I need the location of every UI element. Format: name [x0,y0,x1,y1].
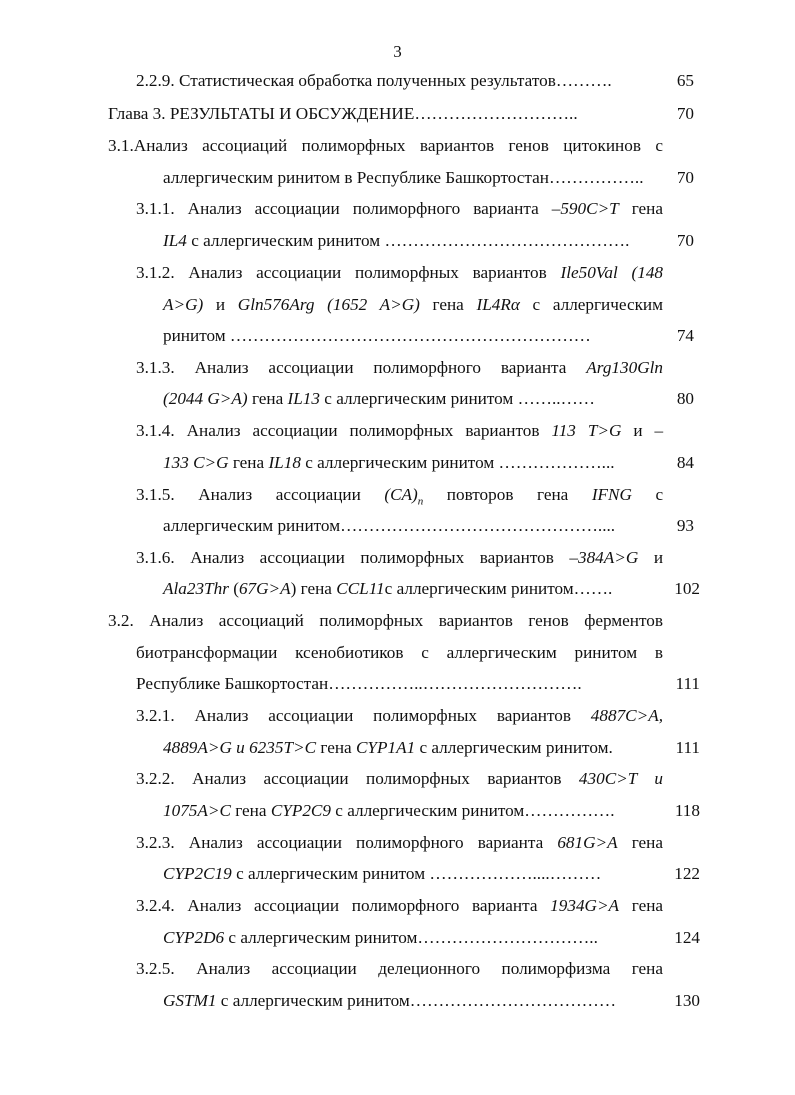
gene: IFNG [591,485,632,504]
entry-title-cont: гена [232,453,265,472]
entry-page: 70 [676,168,694,187]
repeat: (CA) [384,485,418,504]
entry-title-cont: гена [251,389,284,408]
entry-number: 3.2.5. [136,959,175,978]
entry-title [384,485,424,508]
gene: CCL11 [336,579,385,598]
entry-title: с [655,485,664,504]
toc-entry-3-1-2-line1[interactable] [136,262,663,284]
variant: A>G) [163,295,204,314]
leader-dots: ……………………………………………………… [229,326,591,345]
entry-title: Анализ ассоциации полиморфных вариантов [190,548,554,567]
variant: (2044 G>A) [163,389,248,408]
toc-entry-3-1-1-line2 [163,230,629,252]
toc-entry-2-2-9[interactable] [136,70,612,92]
entry-title: гена [537,485,569,504]
leader-dots: ……………………….. [414,104,578,123]
entry-title-cont: и [215,295,226,314]
toc-entry-3-1-line1[interactable] [108,135,663,157]
gene: IL18 [268,453,301,472]
toc-entry-3-2-3-line2 [163,863,601,885]
toc-entry-3-2-line1[interactable] [108,610,663,632]
variant: –590C>T [551,199,619,218]
entry-number: 3.1.3. [136,358,175,377]
variant: –384A>G [569,548,639,567]
entry-title-cont: аллергическим ринитом в Республике Башкортостан [163,168,549,187]
page-number: 3 [393,42,402,61]
toc-entry-3-1-3-line2 [163,388,595,410]
entry-title-cont: с аллергическим ринитом [220,991,410,1010]
leader-dots: ……………. [524,801,615,820]
entry-title: гена [631,199,664,218]
variant: 430C>T и [578,769,664,788]
toc-entry-3-2-1-line2 [163,737,613,759]
variant: Ile50Val (148 [560,263,664,282]
entry-number: 3.1. [108,136,134,155]
entry-number: 3.1.4. [136,421,175,440]
entry-title: Анализ ассоциации полиморфного варианта [188,833,544,852]
gene: CYP2C9 [270,801,331,820]
entry-page: 74 [676,326,694,345]
variant: 67G>A [238,579,291,598]
entry-number: 2.2.9. [136,71,175,90]
subscript: n [417,495,424,508]
entry-number: 3.2.3. [136,833,175,852]
gene: IL4Rα [476,295,520,314]
toc-entry-3-2-line3 [136,673,582,695]
entry-title-cont: гена [320,738,352,757]
entry-title-cont: ( [233,579,239,598]
entry-page: 70 [676,231,694,250]
entry-number: 3.1.1. [136,199,175,218]
variant: 4889A>G и 6235T>C [163,738,317,757]
entry-title: Анализ ассоциации полиморфного варианта [187,199,539,218]
entry-title: Анализ ассоциаций полиморфных вариантов генов цитокинов с [133,136,663,155]
entry-page: 70 [676,104,694,123]
entry-title: Анализ ассоциации полиморфных вариантов [192,769,562,788]
leader-dots: ……………………………… [409,991,617,1010]
leader-dots: ………………………….. [417,928,598,947]
entry-page: 65 [676,71,694,90]
variant: 4887C>A, [590,706,664,725]
toc-entry-3-1-5-line1[interactable] [136,484,663,512]
entry-page: 84 [676,453,694,472]
entry-title: Анализ ассоциации делеционного полиморфизма гена [196,959,664,978]
toc-entry-3-1-6-line2 [163,578,612,600]
entry-page: 111 [675,674,700,693]
leader-dots: ……………..………………………. [328,674,582,693]
toc-entry-3-2-2-line2 [163,800,615,822]
entry-title-cont: с аллергическим ринитом [324,389,514,408]
toc-entry-3-2-1-line1[interactable] [136,705,663,727]
toc-entry-3-1-line2 [163,167,644,189]
toc-entry-3-2-2-line1[interactable] [136,768,663,790]
entry-title-cont: с аллергическим ринитом [335,801,525,820]
leader-dots: …………….. [548,168,644,187]
entry-title-cont: биотрансформации ксенобиотиков с аллергическим ринитом в [136,643,663,662]
toc-entry-3-1-4-line2 [163,452,615,474]
entry-page: 102 [674,579,700,598]
entry-number: 3.2.4. [136,896,175,915]
leader-dots: ……………………………………. [384,231,630,250]
entry-title: Анализ ассоциации полиморфных вариантов [186,421,540,440]
entry-title-cont: гена [235,801,267,820]
leader-dots: ……. [573,579,613,598]
entry-number: 3.2.2. [136,769,175,788]
entry-page: 118 [674,801,700,820]
entry-number: 3.1.5. [136,485,175,504]
entry-number: 3.1.6. [136,548,175,567]
gene: IL13 [287,389,320,408]
gene: CYP1A1 [355,738,416,757]
entry-title: повторов [446,485,514,504]
leader-dots: ………. [555,71,612,90]
entry-title-cont: с аллергическим ринитом [236,864,426,883]
toc-entry-3-2-line2 [136,642,663,664]
leader-dots: ………………... [498,453,615,472]
gene: IL4 [163,231,187,250]
toc-entry-3-1-6-line1[interactable] [136,547,663,569]
entry-title-cont: с аллергическим ринитом [191,231,381,250]
entry-title: Анализ ассоциации полиморфного варианта [194,358,567,377]
entry-page: 111 [675,738,700,757]
variant: 1934G>A [550,896,620,915]
gene: CYP2D6 [163,928,225,947]
entry-title-cont: ринитом [163,326,226,345]
entry-title: Анализ ассоциации полиморфных вариантов [194,706,571,725]
variant: Gln576Arg (1652 A>G) [237,295,420,314]
variant: 1075A>C [163,801,231,820]
toc-entry-3-1-5-line2 [163,515,615,537]
entry-number: 3.2.1. [136,706,175,725]
entry-title: Анализ ассоциации полиморфных вариантов [188,263,547,282]
toc-entry-chapter-3[interactable] [108,103,578,125]
entry-title-cont: с аллергическим ринитом [384,579,574,598]
toc-entry-3-1-1-line1[interactable] [136,198,663,220]
entry-title: РЕЗУЛЬТАТЫ И ОБСУЖДЕНИЕ [169,104,415,123]
toc-entry-3-2-5-line2 [163,990,616,1012]
entry-page: 80 [676,389,694,408]
entry-title-cont: с аллергическим ринитом [305,453,495,472]
entry-number: 3.2. [108,611,134,630]
entry-title: Анализ [198,485,253,504]
entry-title: Анализ ассоциации полиморфного варианта [187,896,538,915]
toc-entry-3-2-4-line1[interactable] [136,895,663,917]
entry-title: Статистическая обработка полученных результатов [178,71,556,90]
entry-title-cont: ) гена [290,579,332,598]
entry-page: 93 [676,516,694,535]
toc-entry-3-1-2-line3 [163,325,591,347]
toc-entry-3-1-4-line1[interactable] [136,420,663,442]
entry-page: 130 [674,991,700,1010]
variant: 113 T>G [551,421,622,440]
entry-title: и – [633,421,664,440]
entry-title: и [653,548,664,567]
entry-page: 124 [674,928,700,947]
toc-entry-3-1-2-line2 [163,294,663,316]
toc-entry-3-2-5-line1[interactable] [136,958,663,980]
entry-title-cont: гена [432,295,464,314]
variant: 681G>A [557,833,618,852]
entry-title-cont: Республике Башкортостан [136,674,329,693]
entry-title: Анализ ассоциаций полиморфных вариантов генов ферментов [149,611,663,630]
toc-entry-3-2-3-line1[interactable] [136,832,663,854]
leader-dots: ……………………………………….... [340,516,616,535]
entry-title-cont: с аллергическим ринитом. [419,738,613,757]
entry-title-cont: аллергическим ринитом [163,516,341,535]
toc-entry-3-2-4-line2 [163,927,598,949]
variant: 133 C>G [163,453,229,472]
entry-title: гена [631,896,664,915]
entry-title: ассоциации [275,485,361,504]
gene: GSTM1 [163,991,217,1010]
entry-title-cont: с аллергическим [532,295,664,314]
leader-dots: ……..…… [517,389,595,408]
leader-dots: ………………....……… [429,864,602,883]
entry-number: 3.1.2. [136,263,175,282]
entry-page: 122 [674,864,700,883]
entry-title: гена [631,833,663,852]
toc-entry-3-1-3-line1[interactable] [136,357,663,379]
entry-number: Глава 3. [108,104,166,123]
entry-title-cont: с аллергическим ринитом [228,928,418,947]
variant: Arg130Gln [586,358,663,377]
variant: Ala23Thr [163,579,229,598]
gene: CYP2C19 [163,864,232,883]
